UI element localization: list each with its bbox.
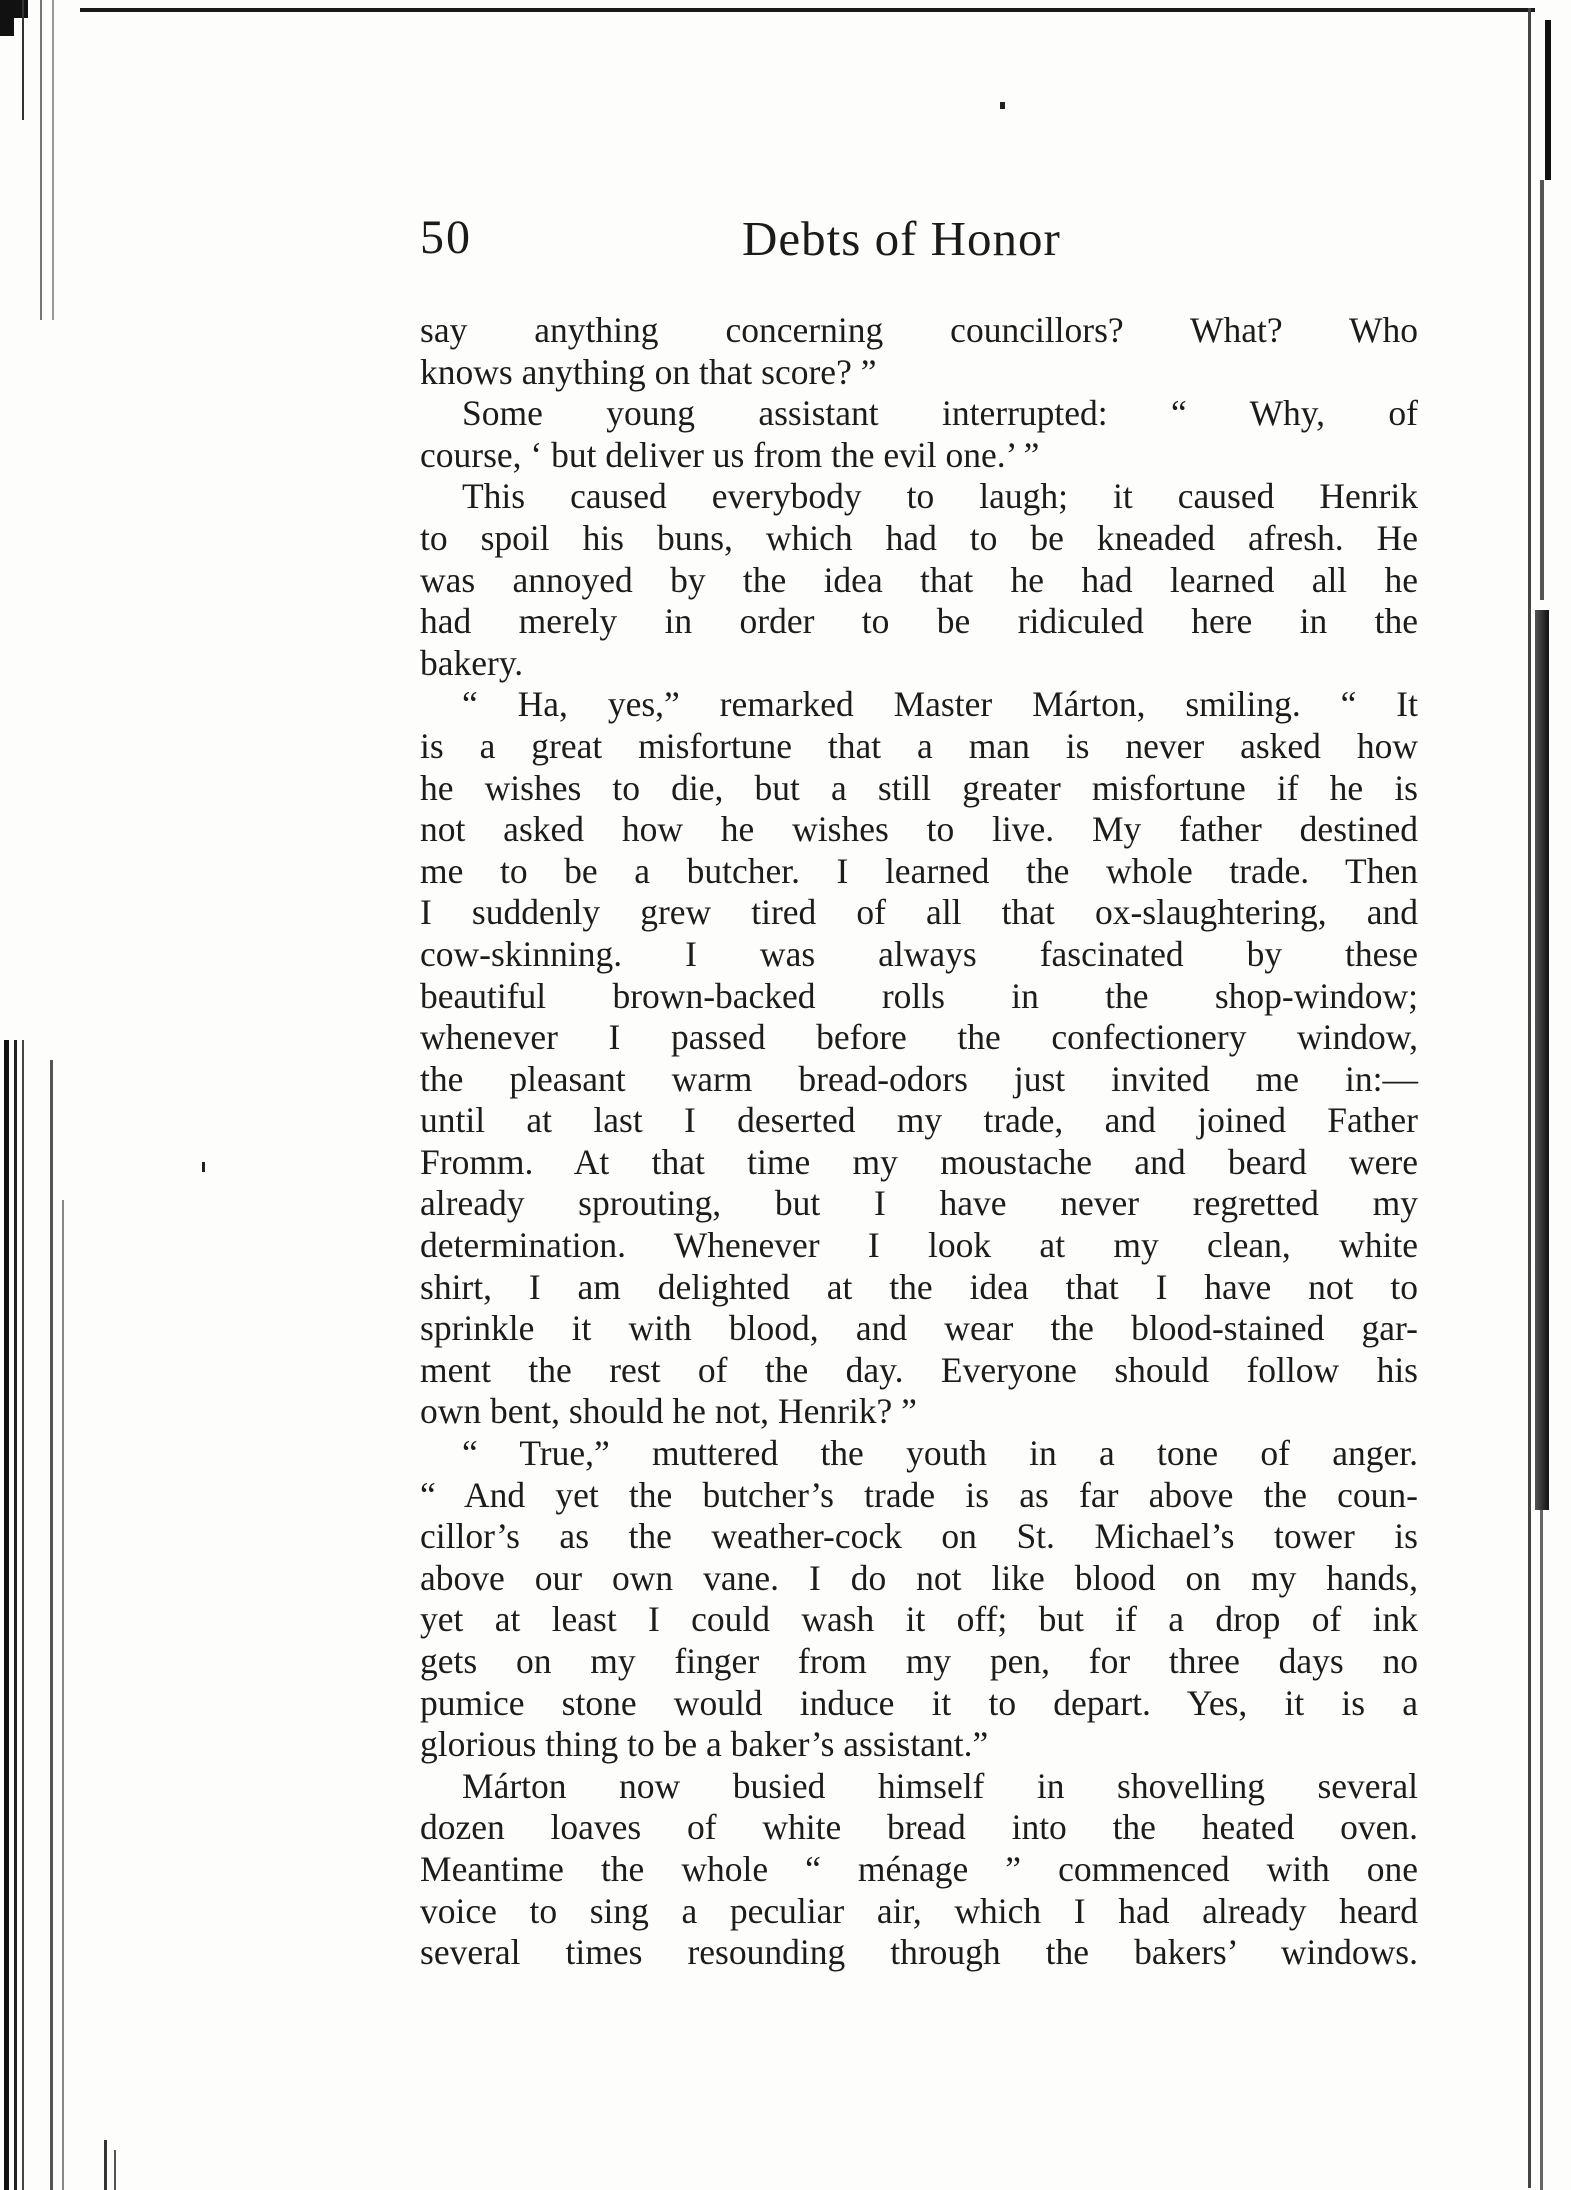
binding-edge-line — [1528, 8, 1531, 2188]
scan-speck — [202, 1162, 205, 1172]
binding-edge-line — [1540, 180, 1544, 600]
text-line: voice to sing a peculiar air, which I had already heard — [420, 1890, 1418, 1931]
text-line: Márton now busied himself in shovelling several — [462, 1765, 1418, 1806]
text-line: he wishes to die, but a still greater misfortune if he is — [420, 767, 1418, 808]
text-line: already sprouting, but I have never regretted my — [420, 1183, 1418, 1224]
text-line: “ Ha, yes,” remarked Master Márton, smiling. “ It — [462, 684, 1418, 725]
text-line: not asked how he wishes to live. My father destined — [420, 809, 1418, 850]
text-line: glorious thing to be a baker’s assistant.” — [420, 1724, 989, 1765]
text-line: above our own vane. I do not like blood on my hands, — [420, 1557, 1418, 1598]
text-line: cillor’s as the weather-cock on St. Michael’s tower is — [420, 1516, 1418, 1557]
text-line: bakery. — [420, 642, 524, 683]
text-line: “ And yet the butcher’s trade is as far above the coun- — [420, 1474, 1418, 1515]
scan-speck — [1000, 102, 1005, 109]
binding-edge-line — [1545, 20, 1551, 180]
binding-edge-line — [22, 1040, 24, 2190]
text-line: several times resounding through the bakers’ windows. — [420, 1932, 1418, 1973]
binding-edge-line — [4, 1040, 9, 2190]
binding-edge-line — [50, 1060, 53, 2190]
binding-mark — [0, 0, 14, 36]
text-line: course, ‘ but deliver us from the evil one.’ ” — [420, 434, 1040, 475]
binding-edge-line — [14, 1040, 17, 2190]
top-rule-line — [80, 8, 1535, 12]
binding-edge-line — [62, 1200, 64, 2190]
text-line: beautiful brown-backed rolls in the shop-window; — [420, 975, 1418, 1016]
binding-edge-line — [52, 0, 54, 320]
book-title: Debts of Honor — [742, 211, 1061, 266]
text-line: gets on my finger from my pen, for three days no — [420, 1641, 1418, 1681]
text-line: to spoil his buns, which had to be kneaded afresh. He — [420, 517, 1418, 558]
binding-edge-line — [104, 2140, 107, 2190]
text-line: Some young assistant interrupted: “ Why, of — [462, 393, 1418, 434]
text-line: own bent, should he not, Henrik? ” — [420, 1391, 917, 1432]
text-line: pumice stone would induce it to depart. Yes, it is a — [420, 1682, 1418, 1723]
text-line: is a great misfortune that a man is never asked how — [420, 725, 1418, 766]
binding-edge-line — [40, 0, 42, 320]
text-line: Fromm. At that time my moustache and beard were — [420, 1141, 1418, 1182]
text-line: ment the rest of the day. Everyone should follow his — [420, 1349, 1418, 1390]
text-line: Meantime the whole “ ménage ” commenced with one — [420, 1848, 1418, 1889]
text-line: determination. Whenever I look at my clean, white — [420, 1225, 1418, 1266]
text-line: This caused everybody to laugh; it caused Henrik — [462, 476, 1418, 517]
text-line: until at last I deserted my trade, and joined Father — [420, 1100, 1418, 1141]
text-line: had merely in order to be ridiculed here in the — [420, 601, 1418, 642]
running-head — [420, 210, 1420, 270]
page-number: 50 — [420, 211, 472, 264]
text-line: sprinkle it with blood, and wear the blood-stained gar- — [420, 1308, 1418, 1349]
binding-mark — [14, 0, 28, 18]
binding-edge-line — [22, 0, 24, 120]
text-line: “ True,” muttered the youth in a tone of anger. — [462, 1433, 1418, 1474]
text-line: say anything concerning councillors? What? Who — [420, 310, 1418, 350]
text-line: whenever I passed before the confectionery window, — [420, 1017, 1418, 1058]
binding-edge-line — [1540, 1510, 1543, 2190]
text-line: yet at least I could wash it off; but if a drop of ink — [420, 1599, 1418, 1640]
binding-shadow — [1535, 610, 1549, 1510]
text-line: cow-skinning. I was always fascinated by these — [420, 933, 1418, 974]
text-line: the pleasant warm bread-odors just invited me in:— — [420, 1058, 1418, 1099]
text-line: I suddenly grew tired of all that ox-slaughtering, and — [420, 892, 1418, 933]
text-line: was annoyed by the idea that he had learned all he — [420, 559, 1418, 600]
text-line: knows anything on that score? ” — [420, 351, 877, 392]
text-line: dozen loaves of white bread into the heated oven. — [420, 1807, 1418, 1848]
binding-edge-line — [114, 2150, 116, 2190]
text-line: shirt, I am delighted at the idea that I have not to — [420, 1266, 1418, 1307]
body-text — [420, 310, 1418, 1974]
text-line: me to be a butcher. I learned the whole trade. Then — [420, 850, 1418, 891]
